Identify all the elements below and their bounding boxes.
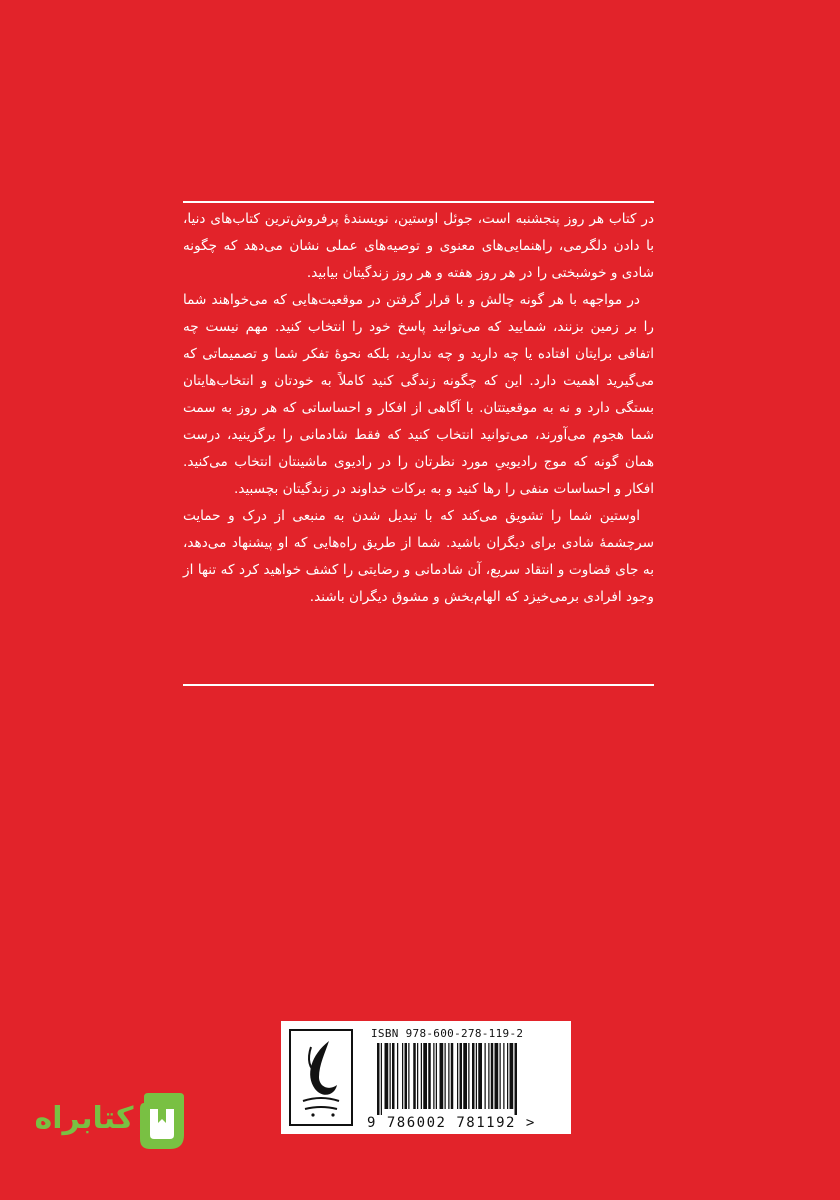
barcode-bar bbox=[503, 1043, 504, 1109]
barcode-bar bbox=[495, 1043, 499, 1109]
barcode-bar bbox=[476, 1043, 477, 1109]
barcode-bar bbox=[433, 1043, 434, 1109]
barcode-bar bbox=[507, 1043, 508, 1109]
top-divider bbox=[183, 201, 654, 203]
barcode-bar bbox=[500, 1043, 501, 1109]
store-logo bbox=[34, 1091, 188, 1153]
isbn-label: ISBN 978-600-278-119-2 bbox=[371, 1027, 524, 1040]
barcode-bar bbox=[408, 1043, 409, 1109]
bottom-divider bbox=[183, 684, 654, 686]
barcode-panel bbox=[281, 1021, 571, 1134]
barcode-bar bbox=[413, 1043, 416, 1109]
barcode-bar bbox=[428, 1043, 431, 1109]
barcode-bar bbox=[451, 1043, 454, 1109]
barcode-bar bbox=[488, 1043, 489, 1109]
blurb-paragraph-1: در کتاب هر روز پنجشنبه است، جوئل اوستین، نویسندهٔ پرفروش‌ترین کتاب‌های دنیا، با دادن دلگرمی، راهنمایی‌های معنوی و توصیه‌های عملی نشان می‌دهد که چگونه شادی و خوشبختی را در هر روز هفته و هر روز زندگیتان بیابید. bbox=[183, 211, 654, 281]
barcode-bar bbox=[385, 1043, 389, 1109]
blurb-paragraph-2: در مواجهه با هر گونه چالش و با قرار گرفتن در موقعیت‌هایی که می‌خواهند شما را بر زمین بزنند، شمایید که می‌توانید پاسخ خود را انتخاب کنید. مهم نیست چه اتفاقی برایتان افتاده یا چه دارید و چه ندارید، بلکه نحوهٔ تفکر شما و تصمیماتی که می‌گیرید اهمیت دارد. این که چگونه زندگی کنید کاملاً به خودتان و انتخاب‌هایتان بستگی دارد و نه به موقعیتتان. با آگاهی از افکار و احساساتی که هر روز به سمت شما هجوم می‌آورند، می‌توانید انتخاب کنید که فقط شادمانی را برگزینید، درست همان گونه که موج رادیوییِ مورد نظرتان را در رادیوی ماشینتان انتخاب می‌کنید. افکار و احساسات منفی را رها کنید و به برکات خداوند در زندگیتان بچسبید. bbox=[183, 292, 654, 497]
barcode-bar bbox=[390, 1043, 391, 1109]
barcode-bar bbox=[478, 1043, 482, 1109]
barcode-bar bbox=[421, 1043, 422, 1109]
barcode-bar bbox=[397, 1043, 398, 1109]
barcode-bar bbox=[472, 1043, 475, 1109]
barcode-bar bbox=[445, 1043, 446, 1109]
barcode-bar bbox=[423, 1043, 427, 1109]
barcode-bar bbox=[402, 1043, 403, 1109]
barcode-bar bbox=[377, 1043, 380, 1115]
barcode-bar bbox=[485, 1043, 486, 1109]
barcode-bar bbox=[457, 1043, 458, 1109]
barcode-bar bbox=[491, 1043, 494, 1109]
barcode-bar bbox=[405, 1043, 408, 1109]
barcode-bar bbox=[510, 1043, 514, 1109]
barcode-digits: 9 786002 781192 > bbox=[367, 1115, 536, 1131]
barcode-bar bbox=[436, 1043, 437, 1109]
barcode-bar bbox=[460, 1043, 463, 1109]
blurb-paragraph-3: اوستین شما را تشویق می‌کند که با تبدیل شدن به منبعی از درک و حمایت سرچشمهٔ شادی برای دیگران باشید. شما از طریق راه‌هایی که او پیشنهاد می‌دهد، به جای قضاوت و انتقاد سریع، آن شادمانی و رضایتی را کشف خواهید کرد که تنها از وجود افرادی برمی‌خیزد که الهام‌بخش و مشوق دیگران باشند. bbox=[183, 508, 654, 605]
back-cover-blurb bbox=[183, 206, 654, 611]
barcode-bar bbox=[417, 1043, 418, 1109]
book-bookmark-icon bbox=[136, 1091, 188, 1151]
barcode-bar bbox=[515, 1043, 518, 1115]
barcode-bars bbox=[377, 1043, 553, 1115]
barcode-bar bbox=[468, 1043, 469, 1109]
barcode-bar bbox=[392, 1043, 395, 1109]
barcode-bar bbox=[381, 1043, 382, 1115]
store-logo-text: کتابراه bbox=[34, 1101, 134, 1136]
barcode-bar bbox=[448, 1043, 449, 1109]
barcode-bar bbox=[440, 1043, 444, 1109]
publisher-logo bbox=[289, 1029, 353, 1126]
barcode-bar bbox=[463, 1043, 467, 1109]
